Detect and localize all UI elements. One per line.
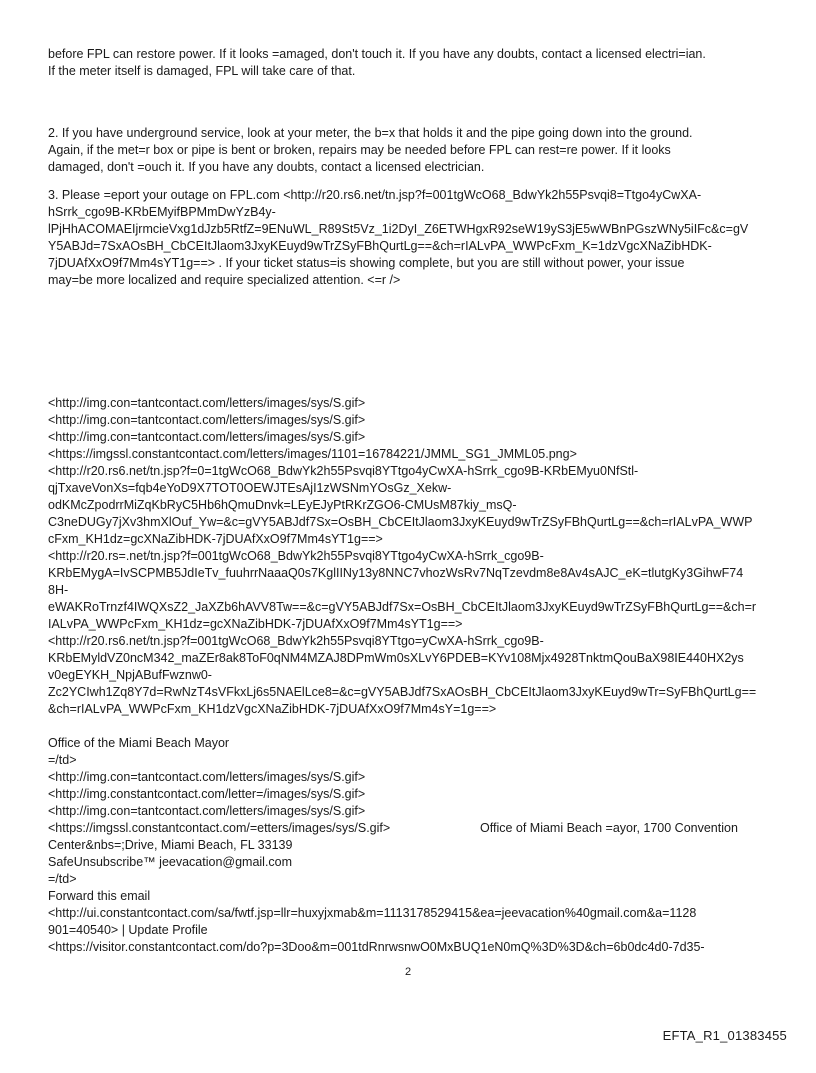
link-line: 8H- <box>48 583 69 597</box>
address-row <box>48 820 772 837</box>
text-line: If the meter itself is damaged, FPL will take care of that. <box>48 64 356 78</box>
text-line: hSrrk_cgo9B-KRbEMyifBPMmDwYzB4y- <box>48 205 276 219</box>
link-line: <http://img.con=tantcontact.com/letters/images/sys/S.gif> <box>48 804 366 818</box>
office-block <box>48 735 772 956</box>
text-line: lPjHhACOMAEIjrmcieVxg1dJzb5RtfZ=9ENuWL_R89St5Vz_1i2DyI_Z6ETWHgxR92seW19yS3jE5wWBnPGszWNy5iIFc&c=gV <box>48 222 749 236</box>
td-close: =/td> <box>48 753 77 767</box>
text-line: Again, if the met=r box or pipe is bent or broken, repairs may be needed before FPL can rest=re power. If it looks <box>48 143 671 157</box>
text-line: 2. If you have underground service, look at your meter, the b=x that holds it and the pipe going down into the ground. <box>48 126 693 140</box>
text-line: damaged, don't =ouch it. If you have any doubts, contact a licensed electrician. <box>48 160 485 174</box>
forward-email: Forward this email <box>48 889 151 903</box>
paragraph-report-outage <box>48 187 772 289</box>
document-body <box>48 46 772 956</box>
link-line: v0egEYKH_NpjABufFwznw0- <box>48 668 212 682</box>
safe-unsubscribe: SafeUnsubscribe™ jeevacation@gmail.com <box>48 855 293 869</box>
link-line: <http://img.con=tantcontact.com/letters/images/sys/S.gif> <box>48 770 366 784</box>
paragraph-underground-service <box>48 125 772 176</box>
link-line: <http://r20.rs=.net/tn.jsp?f=001tgWcO68_BdwYk2h55Psvqi8YTtgo4yCwXA-hSrrk_cgo9B- <box>48 549 544 563</box>
text-line: 3. Please =eport your outage on FPL.com <http://r20.rs6.net/tn.jsp?f=001tgWcO68_BdwYk2h55Psvqi8=Ttgo4yCwXA- <box>48 188 702 202</box>
forward-link: <http://ui.constantcontact.com/sa/fwtf.jsp=llr=huxyjxmab&m=1113178529415&ea=jeevacation%40gmail.com&a=1128 <box>48 906 697 920</box>
office-address: Office of Miami Beach =ayor, 1700 Convention <box>480 821 738 835</box>
link-list <box>48 395 772 718</box>
td-close: =/td> <box>48 872 77 886</box>
document-id: EFTA_R1_01383455 <box>662 1028 787 1043</box>
text-line: Y5ABJd=7SxAOsBH_CbCEItJlaom3JxyKEuyd9wTrZSyFBhQurtLg==&ch=rIALvPA_WWPcFxm_K=1dzVgcXNaZibHDK- <box>48 239 712 253</box>
link-line: <http://img.con=tantcontact.com/letters/images/sys/S.gif> <box>48 413 366 427</box>
link-line: <http://r20.rs6.net/tn.jsp?f=001tgWcO68_BdwYk2h55Psvqi8YTtgo=yCwXA-hSrrk_cgo9B- <box>48 634 544 648</box>
link-line: odKMcZpodrrMiZqKbRyC5Hb6hQmuDnvk=LEyEJyPtRKrZGO6-CMUsM87kiy_msQ- <box>48 498 517 512</box>
link-line: KRbEMygA=IvSCPMB5JdIeTv_fuuhrrNaaaQ0s7KglIINy13y8NNC7vhozWsRv7NqTzevdm8e8Av4sAJC_eK=tlutgKy3GihwF74 <box>48 566 744 580</box>
paragraph-meter-damage <box>48 46 772 80</box>
link-line: <http://img.constantcontact.com/letter=/images/sys/S.gif> <box>48 787 366 801</box>
link-line: <http://img.con=tantcontact.com/letters/images/sys/S.gif> <box>48 396 366 410</box>
text-line: may=be more localized and require specialized attention. <=r /> <box>48 273 401 287</box>
link-line: qjTxaveVonXs=fqb4eYoD9X7TOT0OEWJTEsAjI1zWSNmYOsGz_Xekw- <box>48 481 452 495</box>
link-line: Zc2YCIwh1Zq8Y7d=RwNzT4sVFkxLj6s5NAElLce8=&c=gVY5ABJdf7SxAOsBH_CbCEItJlaom3JxyKEuyd9wTr=SyFBhQurtLg== <box>48 685 757 699</box>
text-line: 7jDUAfXxO9f7Mm4sYT1g==> . If your ticket status=is showing complete, but you are still without power, your issue <box>48 256 685 270</box>
link-line: <https://imgssl.constantcontact.com/=etters/images/sys/S.gif> <box>48 821 391 835</box>
text-line: before FPL can restore power. If it looks =amaged, don't touch it. If you have any doubts, contact a licensed electri=ian. <box>48 47 706 61</box>
link-line: eWAKRoTrnzf4IWQXsZ2_JaXZb6hAVV8Tw==&c=gVY5ABJdf7Sx=OsBH_CbCEItJlaom3JxyKEuyd9wTrZSyFBhQurtLg==&ch=r <box>48 600 757 614</box>
link-line: &ch=rIALvPA_WWPcFxm_KH1dzVgcXNaZibHDK-7jDUAfXxO9f7Mm4sY=1g==> <box>48 702 497 716</box>
office-title: Office of the Miami Beach Mayor <box>48 736 230 750</box>
link-line: C3neDUGy7jXv3hmXlOuf_Yw=&c=gVY5ABJdf7Sx=OsBH_CbCEItJlaom3JxyKEuyd9wTrZSyFBhQurtLg==&ch=rIALvPA_WWP <box>48 515 753 529</box>
update-profile: 901=40540> | Update Profile <box>48 923 208 937</box>
profile-link: <https://visitor.constantcontact.com/do?p=3Doo&m=001tdRnrwsnwO0MxBUQ1eN0mQ%3D%3D&ch=6b0dc4d0-7d35- <box>48 940 705 954</box>
office-address-cont: Center&nbs=;Drive, Miami Beach, FL 33139 <box>48 838 293 852</box>
page-number: 2 <box>404 966 412 978</box>
link-line: <https://imgssl.constantcontact.com/letters/images/1101=16784221/JMML_SG1_JMML05.png> <box>48 447 577 461</box>
link-line: IALvPA_WWPcFxm_KH1dz=gcXNaZibHDK-7jDUAfXxO9f7Mm4sYT1g==> <box>48 617 463 631</box>
link-line: <http://r20.rs6.net/tn.jsp?f=0=1tgWcO68_BdwYk2h55Psvqi8YTtgo4yCwXA-hSrrk_cgo9B-KRbEMyu0NfStl- <box>48 464 639 478</box>
link-line: KRbEMyldVZ0ncM342_maZEr8ak8ToF0qNM4MZAJ8DPmWm0sXLvY6PDEB=KYv108Mjx4928TnktmQouBaX98IE440HX2ys <box>48 651 744 665</box>
link-line: <http://img.con=tantcontact.com/letters/images/sys/S.gif> <box>48 430 366 444</box>
link-line: cFxm_KH1dz=gcXNaZibHDK-7jDUAfXxO9f7Mm4sYT1g==> <box>48 532 383 546</box>
